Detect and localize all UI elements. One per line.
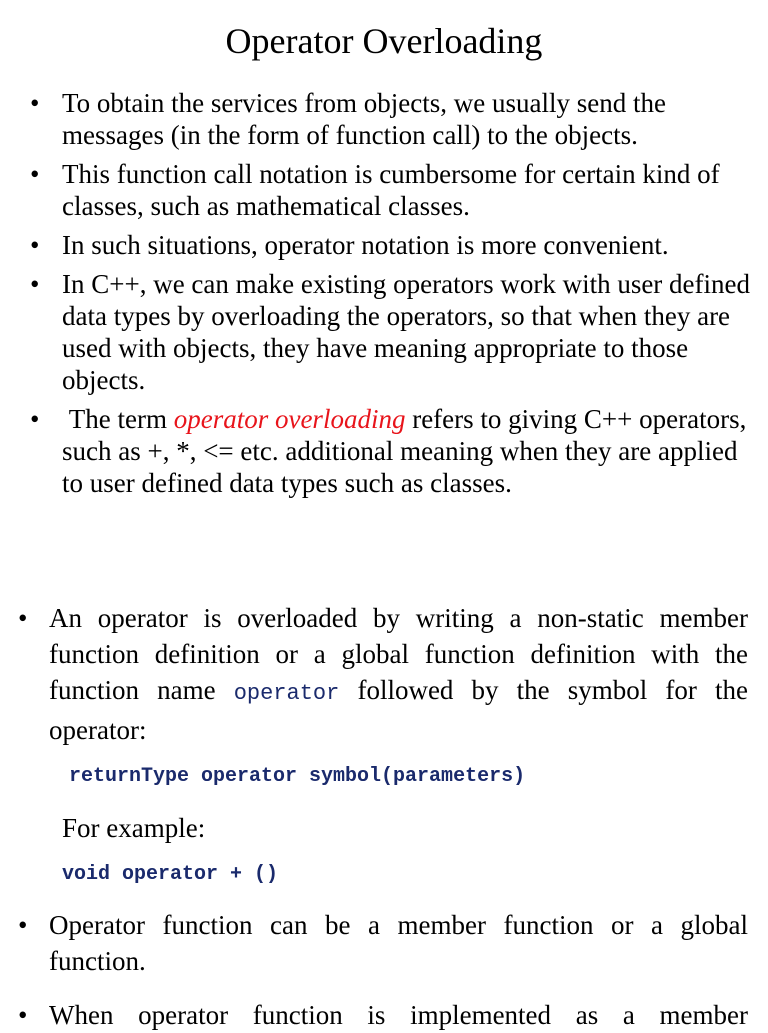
bullet-icon: • [30,230,40,260]
bullet-icon: • [18,603,28,633]
definition-bullet-list [18,600,748,748]
example-label: For example: [62,813,206,843]
list-item [30,158,750,222]
list-item [30,268,750,396]
bullet-icon: • [30,159,40,189]
inline-code: operator [233,681,340,706]
bullet-text: In C++, we can make existing operators work with user defined data types by overloading the operators, so that when they are used with objects, they have meaning appropriate to those objects. [62,269,751,395]
operator-function-bullet-list [18,907,748,979]
bullet-text: In such situations, operator notation is more convenient. [62,230,669,260]
bullet-text: To obtain the services from objects, we usually send the messages (in the form of function call) to the objects. [62,88,666,150]
list-item [30,87,750,151]
bullet-icon: • [30,404,40,434]
syntax-code: returnType operator symbol(parameters) [69,765,526,788]
list-item [30,229,750,261]
bullet-text: Operator function can be a member function or a global function. [49,910,748,976]
example-code: void operator + () [62,863,279,886]
bullet-icon: • [30,88,40,118]
bullet-text: When operator function is implemented as a member [49,1000,748,1030]
bullet-text-before: An operator is overloaded by writing a non-static member function definition or a global function definition with the function name [49,603,748,705]
bullet-icon: • [30,269,40,299]
list-item [18,600,748,748]
bullet-text-after: followed by the symbol for the operator: [49,675,748,745]
list-item [30,403,750,499]
truncated-bullet-list [18,997,748,1033]
bullet-icon: • [18,1000,28,1030]
bullet-text [62,404,746,498]
intro-bullet-list [30,87,750,506]
page-title: Operator Overloading [225,21,543,61]
bullet-text: This function call notation is cumbersome for certain kind of classes, such as mathematical classes. [62,159,720,221]
emphasized-term: operator overloading [173,404,406,434]
bullet-icon: • [18,910,28,940]
list-item [18,907,748,979]
list-item [18,997,748,1033]
bullet-text-suffix: refers to giving C++ operators, such as +, *, <= etc. additional meaning when they are applied to user defined data types such as classes. [62,404,747,498]
bullet-text-prefix: The term [68,404,174,434]
bullet-text [49,603,748,745]
